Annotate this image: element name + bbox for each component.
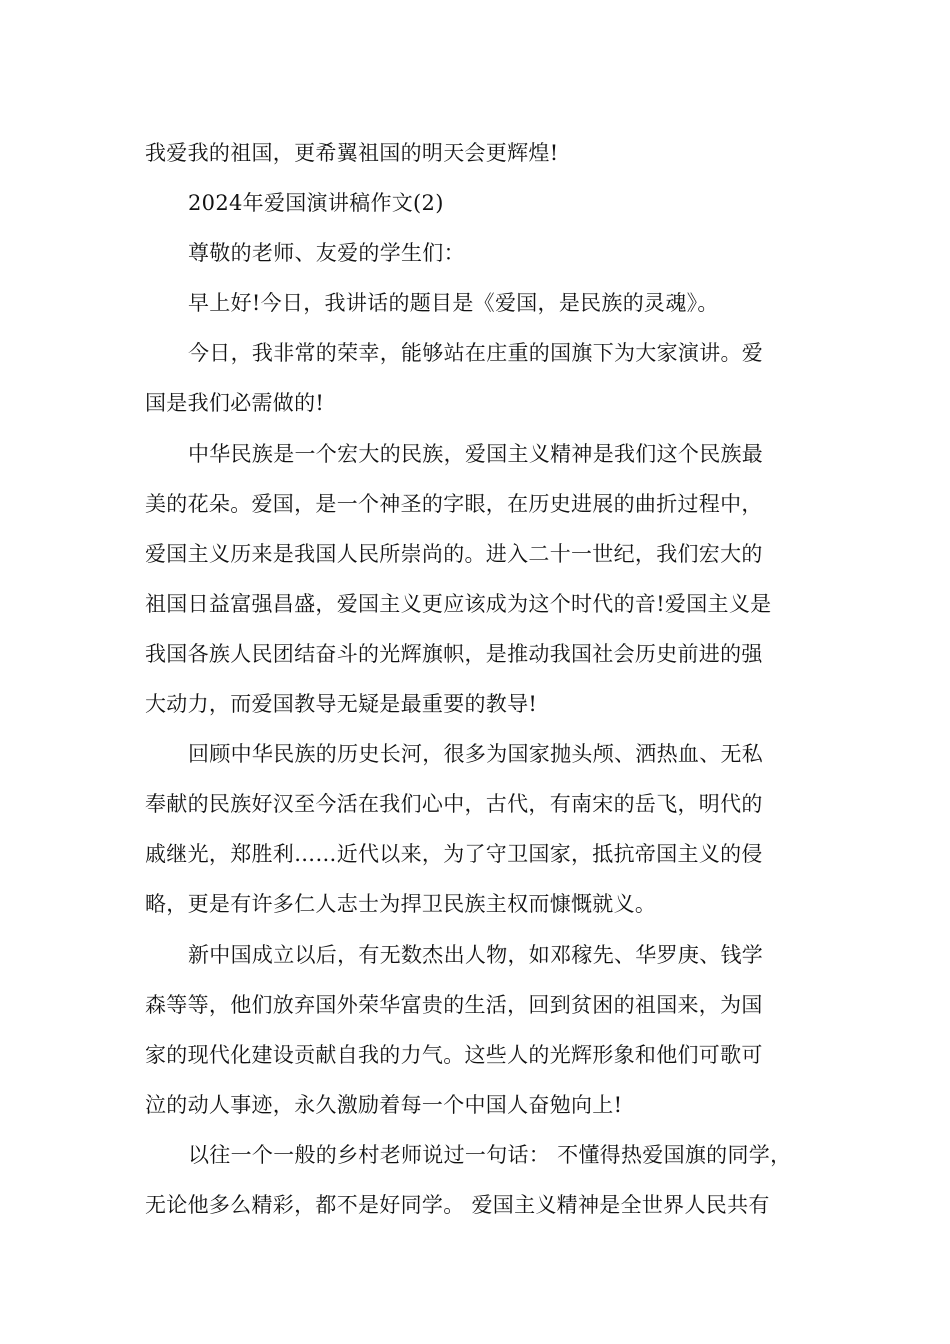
text-line: 奉献的民族好汉至今活在我们心中，古代，有南宋的岳飞，明代的 [145, 792, 763, 817]
text-line: 国是我们必需做的! [145, 391, 325, 416]
text-line: 我爱我的祖国，更希翼祖国的明天会更辉煌! [145, 141, 559, 165]
text-line: 家的现代化建设贡献自我的力气。这些人的光辉形象和他们可歌可 [145, 1042, 763, 1067]
text-line: 今日，我非常的荣幸，能够站在庄重的国旗下为大家演讲。爱 [188, 341, 764, 366]
text-line: 略，更是有许多仁人志士为捍卫民族主权而慷慨就义。 [145, 892, 657, 917]
text-line: 爱国主义历来是我国人民所崇尚的。进入二十一世纪，我们宏大的 [145, 541, 763, 566]
text-line: 无论他多么精彩，都不是好同学。 爱国主义精神是全世界人民共有 [145, 1192, 770, 1217]
text-line: 森等等，他们放弃国外荣华富贵的生活，回到贫困的祖国来，为国 [145, 992, 763, 1017]
text-line: 新中国成立以后，有无数杰出人物，如邓稼先、华罗庚、钱学 [188, 942, 764, 967]
text-line: 回顾中华民族的历史长河，很多为国家抛头颅、洒热血、无私 [188, 742, 764, 767]
text-line: 大动力，而爱国教导无疑是最重要的教导! [145, 692, 538, 717]
text-line: 美的花朵。爱国，是一个神圣的字眼，在历史进展的曲折过程中， [145, 491, 763, 516]
section-heading: 2024年爱国演讲稿作文(2) [188, 191, 444, 216]
text-line: 中华民族是一个宏大的民族，爱国主义精神是我们这个民族最 [188, 441, 764, 466]
text-line: 早上好!今日，我讲话的题目是《爱国，是民族的灵魂》。 [188, 291, 719, 316]
text-line: 我国各族人民团结奋斗的光辉旗帜，是推动我国社会历史前进的强 [145, 641, 763, 666]
salutation: 尊敬的老师、友爱的学生们： [188, 241, 465, 266]
text-line: 以往一个一般的乡村老师说过一句话： 不懂得热爱国旗的同学， [188, 1142, 792, 1167]
text-line: 泣的动人事迹，永久激励着每一个中国人奋勉向上! [145, 1092, 623, 1117]
text-line: 戚继光，郑胜利……近代以来，为了守卫国家，抵抗帝国主义的侵 [145, 842, 763, 867]
text-line: 祖国日益富强昌盛，爱国主义更应该成为这个时代的音!爱国主义是 [145, 591, 772, 616]
document-body [145, 128, 825, 1230]
